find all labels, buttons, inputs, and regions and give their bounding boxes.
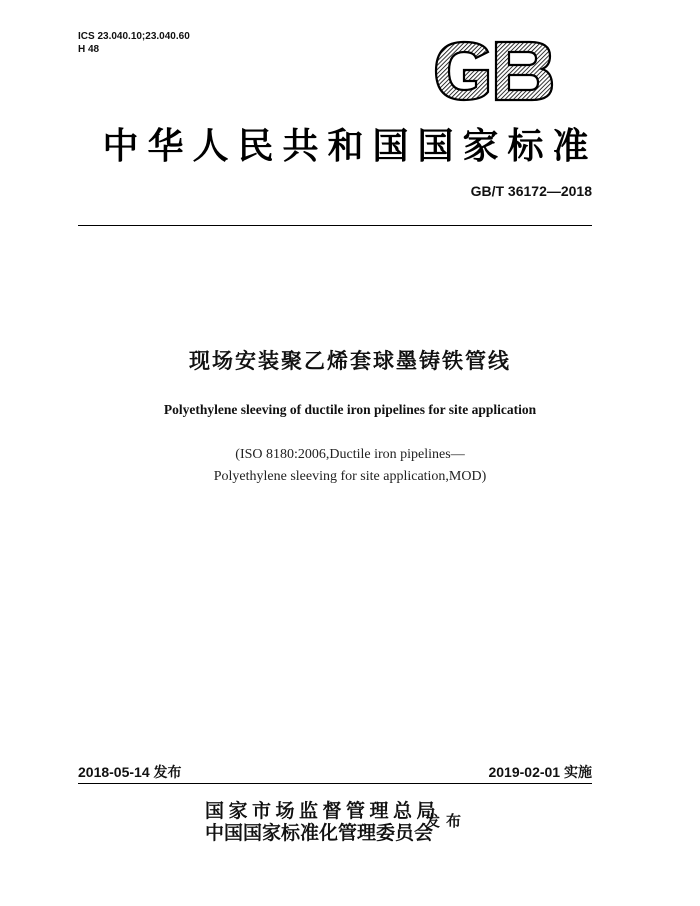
standard-number: GB/T 36172—2018: [470, 183, 592, 199]
issuing-authorities: [205, 800, 440, 844]
issue-label: 发布: [425, 812, 468, 830]
iso-reference-line-2: Polyethylene sleeving for site application,MOD): [213, 469, 487, 484]
issuer-sac: 中国国家标准化管理委员会: [205, 822, 434, 844]
iso-reference: [0, 444, 700, 488]
ics-code: ICS 23.040.10;23.040.60: [78, 31, 190, 42]
ccs-code: H 48: [78, 44, 100, 55]
publish-date: 2018-05-14 发布: [78, 764, 182, 780]
org-title: 中华人民共和国国家标准: [102, 125, 598, 167]
title-chinese: 现场安装聚乙烯套球墨铸铁管线: [189, 349, 511, 373]
top-divider: [78, 225, 592, 226]
implement-date: 2019-02-01 实施: [488, 764, 592, 780]
title-english: Polyethylene sleeving of ductile iron pipelines for site application: [163, 402, 537, 417]
bottom-divider: [78, 783, 592, 784]
issuer-samr: 国家市场监督管理总局: [205, 800, 441, 822]
gb-logo: [430, 38, 556, 104]
classification-codes: [78, 30, 190, 56]
iso-reference-line-1: (ISO 8180:2006,Ductile iron pipelines—: [235, 447, 465, 462]
